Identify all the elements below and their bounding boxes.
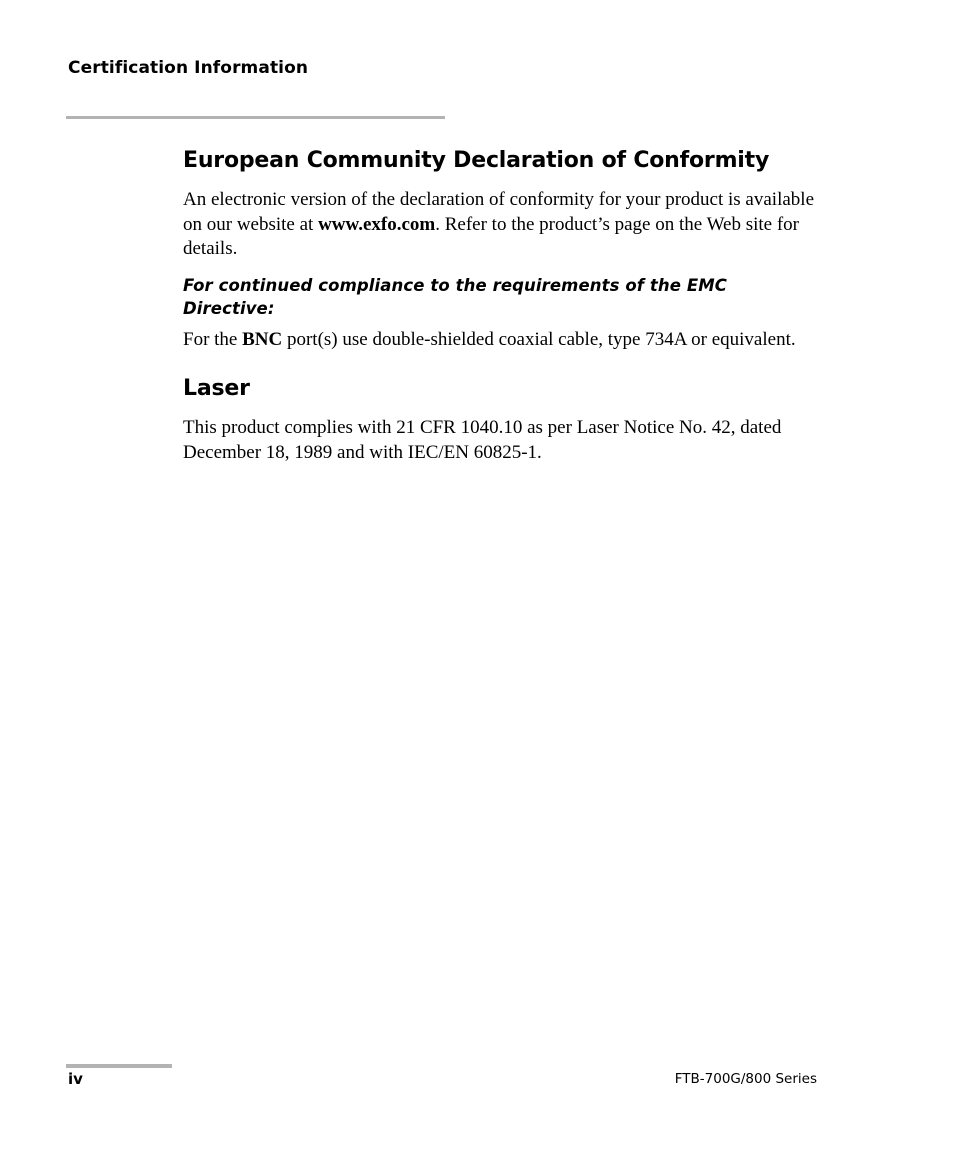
section-heading-laser: Laser bbox=[183, 376, 250, 401]
section-heading-ec-declaration: European Community Declaration of Conformity bbox=[183, 148, 770, 173]
bnc-paragraph-text-end: port(s) use double-shielded coaxial cable, type 734A or equivalent. bbox=[282, 328, 796, 350]
bnc-port-label: BNC bbox=[242, 328, 283, 350]
running-header-title: Certification Information bbox=[68, 58, 309, 78]
exfo-website-link[interactable]: www.exfo.com bbox=[318, 213, 436, 235]
product-series-footer: FTB-700G/800 Series bbox=[674, 1071, 817, 1087]
ec-paragraph-text-start: An electronic version of the declaration of conformity for your product is available on our website at bbox=[183, 189, 814, 235]
footer-rule bbox=[66, 1064, 172, 1068]
emc-directive-note: For continued compliance to the requirements of the EMC Directive: bbox=[183, 275, 727, 318]
laser-paragraph: This product complies with 21 CFR 1040.10 as per Laser Notice No. 42, dated December 18, 1989 and with IEC/EN 60825-1. bbox=[183, 417, 782, 463]
bnc-paragraph-text-start: For the bbox=[183, 328, 243, 350]
page-number: iv bbox=[68, 1070, 83, 1088]
page-content bbox=[183, 146, 823, 465]
ec-declaration-paragraph bbox=[183, 188, 823, 262]
header-rule bbox=[66, 116, 445, 119]
bnc-cable-paragraph bbox=[183, 328, 823, 353]
ec-paragraph-text-end: . Refer to the product’s page on the Web site for details. bbox=[183, 213, 799, 259]
